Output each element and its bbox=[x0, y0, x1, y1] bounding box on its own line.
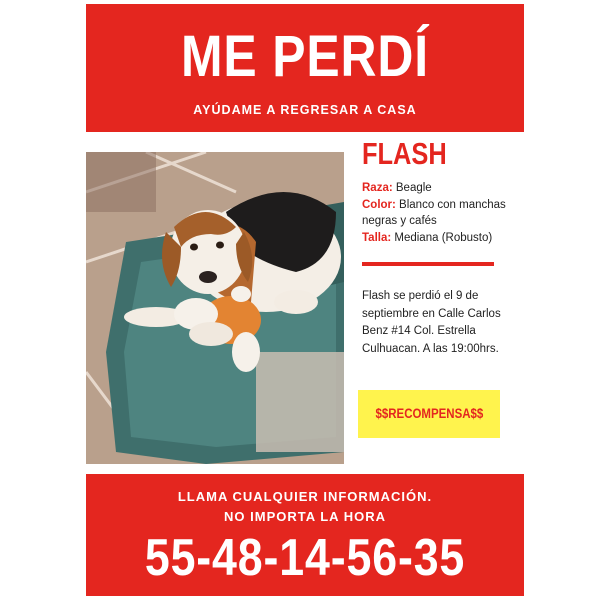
dog-info bbox=[362, 134, 512, 358]
size-label: Talla: bbox=[362, 231, 392, 244]
header-banner bbox=[86, 4, 524, 132]
size-value: Mediana (Robusto) bbox=[391, 231, 493, 244]
phone-number: 55-48-14-56-35 bbox=[144, 529, 466, 587]
dog-attributes bbox=[362, 180, 512, 246]
color-label: Color: bbox=[362, 198, 396, 211]
size-row bbox=[362, 230, 512, 247]
breed-value: Beagle bbox=[392, 182, 432, 194]
breed-row bbox=[362, 180, 512, 197]
lost-dog-poster bbox=[86, 4, 524, 596]
color-row bbox=[362, 197, 512, 230]
divider bbox=[362, 262, 494, 266]
dog-name: FLASH bbox=[362, 136, 447, 171]
reward-label: $$RECOMPENSA$$ bbox=[375, 406, 483, 421]
color-value: Blanco con manchas negras y cafés bbox=[362, 198, 506, 227]
dog-photo bbox=[86, 152, 344, 464]
poster-subtitle: AYÚDAME A REGRESAR A CASA bbox=[193, 103, 417, 117]
reward-badge bbox=[358, 390, 500, 438]
poster-title: ME PERDÍ bbox=[180, 24, 430, 89]
breed-label: Raza: bbox=[362, 182, 393, 194]
dog-photo-illustration bbox=[86, 152, 344, 464]
call-info-text: LLAMA CUALQUIER INFORMACIÓN. bbox=[177, 489, 433, 504]
any-time-text: NO IMPORTA LA HORA bbox=[224, 509, 386, 524]
lost-description: Flash se perdió el 9 de septiembre en Calle Carlos Benz #14 Col. Estrella Culhuacan. A las 19:00hrs. bbox=[362, 290, 501, 355]
footer-banner bbox=[86, 474, 524, 596]
